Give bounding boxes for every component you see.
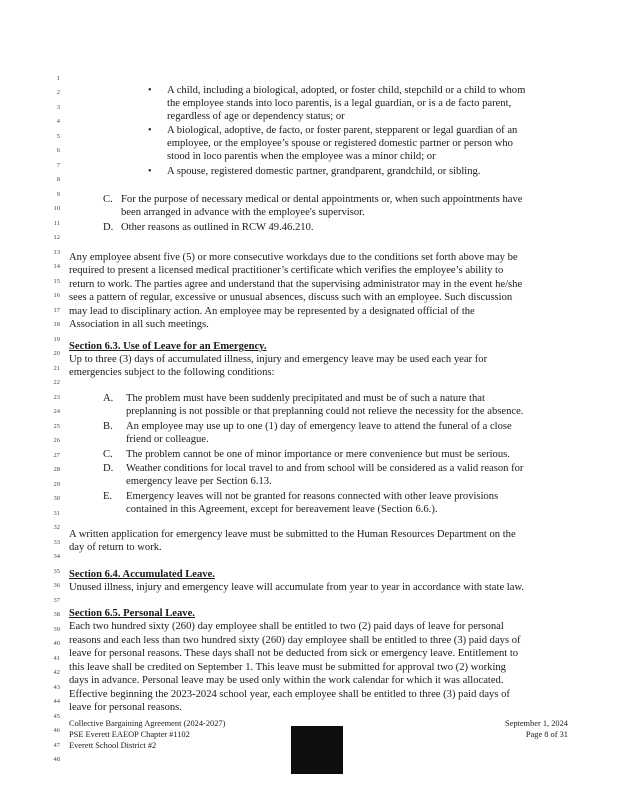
line-number: 15 <box>53 278 60 285</box>
list-text: Emergency leaves will not be granted for reasons connected with other leave provisions <box>126 491 499 502</box>
line-number: 9 <box>56 191 60 198</box>
line-number: 25 <box>53 423 60 430</box>
bullet-marker: • <box>148 125 152 136</box>
paragraph-line: Effective beginning the 2023-2024 school year, each employee shall be entitled to three (3) paid days of <box>69 689 510 700</box>
line-number: 23 <box>53 394 60 401</box>
line-number: 42 <box>53 669 60 676</box>
line-number: 24 <box>53 408 60 415</box>
list-letter: E. <box>103 491 113 502</box>
line-number: 7 <box>56 162 60 169</box>
list-letter: D. <box>103 463 114 474</box>
line-number: 30 <box>53 495 60 502</box>
bullet-text: the employee stands into loco parentis, is a legal guardian, or is a de facto parent, <box>167 98 512 109</box>
paragraph-line: leave for personal reasons. <box>69 702 182 713</box>
line-number: 27 <box>53 452 60 459</box>
line-number: 35 <box>53 568 60 575</box>
paragraph-line: Unused illness, injury and emergency leave will accumulate from year to year in accordance with state law. <box>69 582 525 593</box>
paragraph-line: A written application for emergency leave must be submitted to the Human Resources Department on the <box>69 529 516 540</box>
paragraph-line: emergencies subject to the following conditions: <box>69 367 275 378</box>
footer-date: September 1, 2024 <box>504 719 568 728</box>
line-number: 39 <box>53 626 60 633</box>
line-number: 32 <box>53 524 60 531</box>
list-text: Weather conditions for local travel to and from school will be considered as a valid reason for <box>126 463 524 474</box>
list-text: been arranged in advance with the employee's supervisor. <box>121 207 365 218</box>
line-number: 37 <box>53 597 60 604</box>
line-number: 33 <box>53 539 60 546</box>
line-number: 5 <box>56 133 60 140</box>
bullet-text: employee, or the employee’s spouse or registered domestic partner or person who <box>167 138 513 149</box>
line-number: 31 <box>53 510 60 517</box>
line-number: 3 <box>56 104 60 111</box>
line-number: 8 <box>56 176 60 183</box>
list-letter: B. <box>103 421 113 432</box>
list-text: The problem must have been suddenly precipitated and must be of such a nature that <box>126 393 485 404</box>
list-text: preplanning is not possible or that preplanning could not relieve the necessity for the absence. <box>126 406 524 417</box>
paragraph-line: this leave shall be credited on September 1. This leave must be submitted for approval two (2) working <box>69 662 506 673</box>
line-number: 41 <box>53 655 60 662</box>
line-number: 14 <box>53 263 60 270</box>
paragraph-line: days in advance. Personal leave may be used only within the work calendar for which it was allocated. <box>69 675 504 686</box>
line-number: 46 <box>53 727 60 734</box>
list-text: friend or colleague. <box>126 434 209 445</box>
bullet-text: A spouse, registered domestic partner, grandparent, grandchild, or sibling. <box>167 166 481 177</box>
line-number: 20 <box>53 350 60 357</box>
bullet-marker: • <box>148 85 152 96</box>
line-number: 6 <box>56 147 60 154</box>
line-number: 18 <box>53 321 60 328</box>
bullet-text: A biological, adoptive, de facto, or foster parent, stepparent or legal guardian of an <box>167 125 518 136</box>
line-number: 22 <box>53 379 60 386</box>
footer-chapter: PSE Everett EAEOP Chapter #1102 <box>69 730 190 739</box>
paragraph-line: reasons and each less than two hundred sixty (260) day employee shall be entitled to three (3) paid days of <box>69 635 521 646</box>
paragraph-line: Any employee absent five (5) or more consecutive workdays due to the conditions set forth above may be <box>69 252 518 263</box>
section-heading: Section 6.5. Personal Leave. <box>69 608 195 619</box>
footer-district: Everett School District #2 <box>69 741 157 750</box>
line-number: 36 <box>53 582 60 589</box>
paragraph-line: Association in all such meetings. <box>69 319 209 330</box>
line-number: 44 <box>53 698 60 705</box>
list-letter: C. <box>103 449 113 460</box>
bullet-text: stood in loco parentis when the employee was a minor child; or <box>167 151 436 162</box>
line-number: 48 <box>53 756 60 763</box>
line-number: 19 <box>53 336 60 343</box>
line-number: 16 <box>53 292 60 299</box>
line-number: 2 <box>56 89 60 96</box>
line-number: 10 <box>53 205 60 212</box>
line-number: 47 <box>53 742 60 749</box>
line-number: 38 <box>53 611 60 618</box>
line-number: 11 <box>53 220 60 227</box>
line-number: 43 <box>53 684 60 691</box>
line-number: 21 <box>53 365 60 372</box>
redaction-box <box>291 726 343 774</box>
line-number: 12 <box>53 234 60 241</box>
bullet-marker: • <box>148 166 152 177</box>
paragraph-line: required to present a licensed medical practitioner’s certificate which verifies the employee’s ability to <box>69 265 504 276</box>
section-heading: Section 6.4. Accumulated Leave. <box>69 569 215 580</box>
section-heading: Section 6.3. Use of Leave for an Emergency. <box>69 341 267 352</box>
list-text: Other reasons as outlined in RCW 49.46.210. <box>121 222 314 233</box>
paragraph-line: return to work. The parties agree and understand that the supervising administrator may in the event he/she <box>69 279 523 290</box>
paragraph-line: sees a pattern of regular, excessive or unusual absences, discuss such with an employee. Such discussion <box>69 292 513 303</box>
paragraph-line: may lead to disciplinary action. An employee may be represented by a designated official of the <box>69 306 475 317</box>
list-text: The problem cannot be one of minor importance or mere convenience but must be serious. <box>126 449 510 460</box>
paragraph-line: leave for personal reasons. These days shall not be deducted from sick or emergency leave. Entitlement to <box>69 648 519 659</box>
list-text: emergency leave per Section 6.13. <box>126 476 272 487</box>
list-letter: A. <box>103 393 114 404</box>
line-number: 29 <box>53 481 60 488</box>
paragraph-line: Each two hundred sixty (260) day employee shall be entitled to two (2) paid days of leave for personal <box>69 621 504 632</box>
line-number: 34 <box>53 553 60 560</box>
line-number: 4 <box>56 118 60 125</box>
line-number: 13 <box>53 249 60 256</box>
line-number: 28 <box>53 466 60 473</box>
bullet-text: regardless of age or dependency status; or <box>167 111 345 122</box>
scan-mark <box>552 26 564 29</box>
bullet-text: A child, including a biological, adopted, or foster child, stepchild or a child to whom <box>167 85 526 96</box>
line-number: 40 <box>53 640 60 647</box>
list-text: contained in this Agreement, except for bereavement leave (Section 6.6.). <box>126 504 438 515</box>
line-number: 1 <box>56 75 60 82</box>
line-number: 26 <box>53 437 60 444</box>
paragraph-line: Up to three (3) days of accumulated illness, injury and emergency leave may be used each year for <box>69 354 488 365</box>
list-letter: C. <box>103 194 113 205</box>
footer-page-number: Page 8 of 31 <box>525 730 568 739</box>
paragraph-line: day of return to work. <box>69 542 162 553</box>
line-number: 17 <box>53 307 60 314</box>
footer-agreement-title: Collective Bargaining Agreement (2024-2027) <box>69 719 226 728</box>
list-letter: D. <box>103 222 114 233</box>
line-number: 45 <box>53 713 60 720</box>
list-text: An employee may use up to one (1) day of emergency leave to attend the funeral of a close <box>126 421 512 432</box>
list-text: For the purpose of necessary medical or dental appointments or, when such appointments have <box>121 194 523 205</box>
